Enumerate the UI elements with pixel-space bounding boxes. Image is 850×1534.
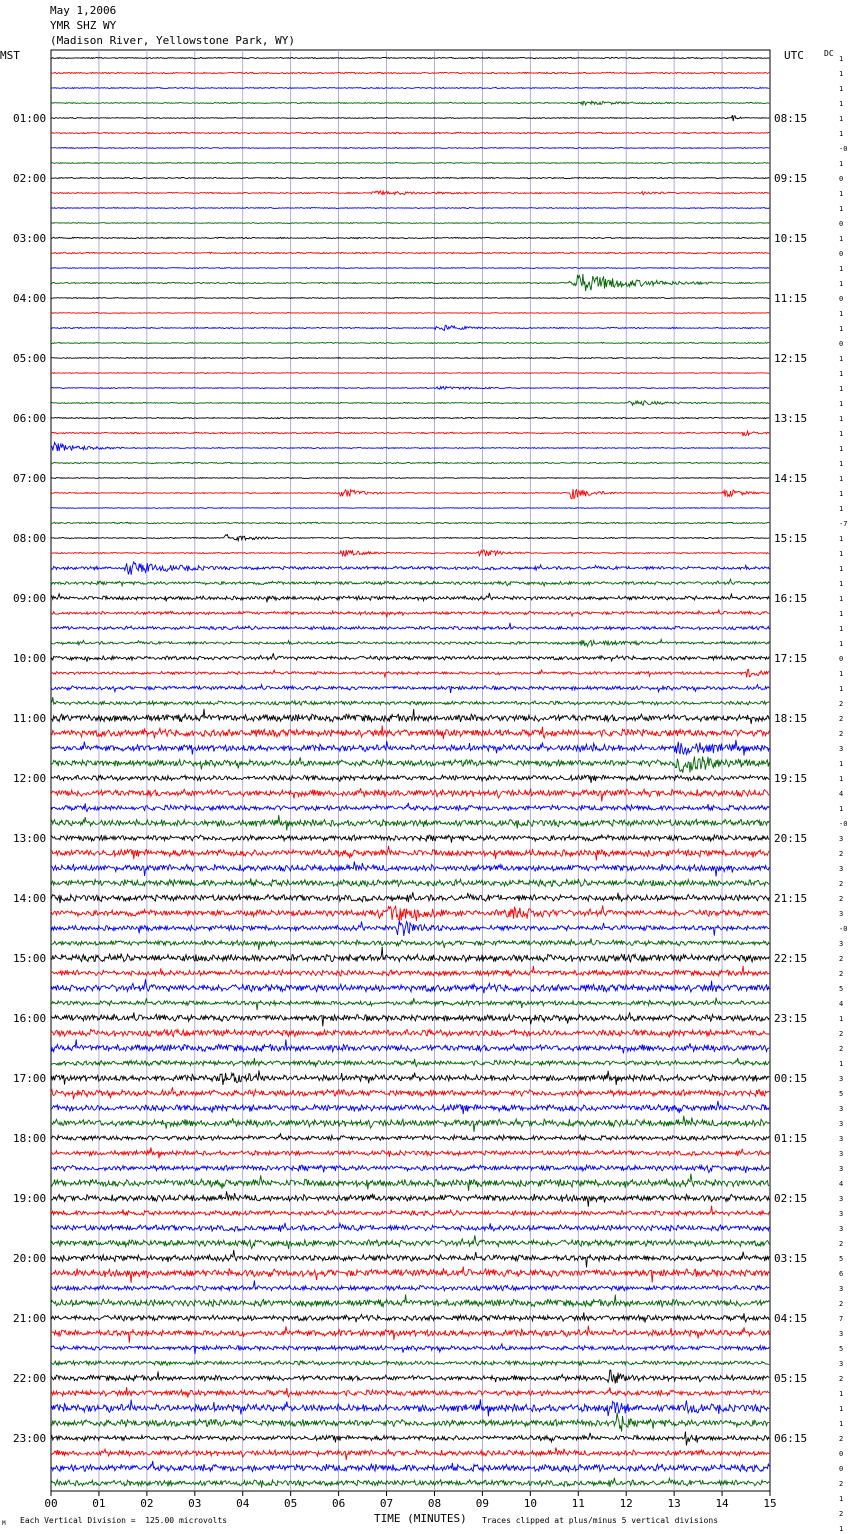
dc-offset-value: 1: [839, 565, 844, 573]
x-tick-label: 05: [284, 1497, 298, 1510]
seismic-trace: [51, 1029, 769, 1037]
dc-offset-value: 1: [839, 325, 844, 333]
seismic-trace: [51, 788, 769, 801]
mst-hour-label: 02:00: [13, 172, 47, 185]
seismic-trace: [51, 72, 769, 74]
seismic-trace: [51, 1344, 769, 1354]
utc-hour-label: 14:15: [774, 472, 808, 485]
dc-offset-value: 2: [839, 880, 844, 888]
seismic-trace: [51, 342, 769, 343]
mst-hour-label: 08:00: [13, 532, 47, 545]
dc-offset-value: 1: [839, 505, 844, 513]
seismic-trace: [51, 535, 769, 541]
seismic-trace: [51, 1191, 769, 1206]
seismic-trace: [51, 1101, 769, 1114]
dc-offset-value: 1: [839, 160, 844, 168]
dc-offset-value: 1: [839, 580, 844, 588]
seismic-trace: [51, 550, 769, 556]
dc-offset-value: 1: [839, 310, 844, 318]
dc-offset-value: 2: [839, 1375, 844, 1383]
seismic-trace: [51, 1399, 769, 1416]
seismic-trace: [51, 1370, 769, 1383]
dc-offset-value: 2: [839, 1435, 844, 1443]
seismic-trace: [51, 979, 769, 993]
dc-label: DC: [824, 49, 834, 58]
seismic-trace: [51, 653, 769, 662]
x-axis-label: TIME (MINUTES): [374, 1512, 467, 1525]
seismic-trace: [51, 1447, 769, 1460]
dc-offset-value: 0: [839, 1465, 844, 1473]
dc-offset-value: 5: [839, 1255, 844, 1263]
utc-hour-label: 05:15: [774, 1372, 808, 1385]
mst-hour-label: 19:00: [13, 1192, 47, 1205]
seismic-trace: [51, 878, 769, 886]
clip-note: Traces clipped at plus/minus 5 vertical divisions: [482, 1516, 719, 1525]
dc-offset-value: 0: [839, 250, 844, 258]
dc-offset-value: 5: [839, 1345, 844, 1353]
seismic-trace: [51, 803, 769, 812]
mst-hour-label: 04:00: [13, 292, 47, 305]
seismic-trace: [51, 579, 769, 586]
x-tick-label: 13: [667, 1497, 681, 1510]
dc-offset-value: 1: [839, 190, 844, 198]
seismic-trace: [51, 726, 769, 740]
seismic-trace: [51, 223, 769, 224]
seismic-trace: [51, 775, 769, 783]
dc-offset-value: 2: [839, 715, 844, 723]
dc-offset-value: -0: [839, 145, 848, 153]
dc-offset-value: 1: [839, 595, 844, 603]
utc-hour-label: 03:15: [774, 1252, 808, 1265]
dc-offset-value: 2: [839, 1030, 844, 1038]
dc-offset-value: 2: [839, 970, 844, 978]
seismic-trace: [51, 1012, 769, 1026]
seismic-trace: [51, 417, 769, 418]
dc-offset-value: 1: [839, 1405, 844, 1413]
dc-offset-value: 1: [839, 670, 844, 678]
x-tick-label: 11: [571, 1497, 585, 1510]
seismic-trace: [51, 177, 769, 178]
utc-hour-label: 10:15: [774, 232, 808, 245]
corner-mark: M: [2, 1520, 6, 1527]
seismic-trace: [51, 357, 769, 358]
utc-hour-label: 16:15: [774, 592, 808, 605]
dc-offset-value: 1: [839, 760, 844, 768]
dc-offset-value: 1: [839, 1390, 844, 1398]
seismic-trace: [51, 163, 769, 164]
dc-offset-value: 1: [839, 1495, 844, 1503]
dc-offset-value: 3: [839, 910, 844, 918]
seismic-trace: [51, 325, 769, 330]
mst-hour-label: 15:00: [13, 952, 47, 965]
dc-offset-value: 1: [839, 415, 844, 423]
seismic-trace: [51, 478, 769, 479]
seismic-trace: [51, 685, 769, 693]
seismic-trace: [51, 1223, 769, 1232]
dc-offset-value: 3: [839, 940, 844, 948]
utc-hour-label: 22:15: [774, 952, 808, 965]
utc-hour-label: 00:15: [774, 1072, 808, 1085]
mst-hour-label: 23:00: [13, 1432, 47, 1445]
dc-offset-value: 3: [839, 865, 844, 873]
dc-offset-value: 1: [839, 775, 844, 783]
dc-offset-value: 3: [839, 1075, 844, 1083]
mst-hour-label: 16:00: [13, 1012, 47, 1025]
dc-offset-value: 1: [839, 805, 844, 813]
seismic-trace: [51, 1039, 769, 1053]
seismic-trace: [51, 1267, 769, 1283]
mst-hour-label: 22:00: [13, 1372, 47, 1385]
dc-offset-value: 1: [839, 115, 844, 123]
seismic-trace: [51, 593, 769, 602]
seismic-trace: [51, 101, 769, 105]
seismic-trace: [51, 966, 769, 976]
seismic-trace: [51, 489, 769, 499]
utc-hour-label: 17:15: [774, 652, 808, 665]
dc-offset-value: 3: [839, 1330, 844, 1338]
seismic-trace: [51, 431, 769, 436]
mst-hour-label: 03:00: [13, 232, 47, 245]
dc-offset-value: 3: [839, 1360, 844, 1368]
utc-hour-label: 02:15: [774, 1192, 808, 1205]
mst-hour-label: 09:00: [13, 592, 47, 605]
utc-hour-label: 01:15: [774, 1132, 808, 1145]
dc-offset-value: 1: [839, 400, 844, 408]
seismic-trace: [51, 274, 769, 291]
dc-offset-value: 1: [839, 1060, 844, 1068]
dc-offset-value: 0: [839, 340, 844, 348]
seismic-trace: [51, 921, 769, 936]
dc-offset-value: 1: [839, 475, 844, 483]
seismic-trace: [51, 1174, 769, 1191]
mst-hour-label: 21:00: [13, 1312, 47, 1325]
utc-hour-label: 13:15: [774, 412, 808, 425]
seismic-trace: [51, 947, 769, 962]
x-tick-label: 07: [379, 1497, 394, 1510]
mst-hour-label: 13:00: [13, 832, 47, 845]
dc-offset-value: 2: [839, 1045, 844, 1053]
dc-offset-value: 0: [839, 1450, 844, 1458]
dc-offset-value: 1: [839, 355, 844, 363]
dc-offset-value: 1: [839, 100, 844, 108]
seismic-trace: [51, 1058, 769, 1067]
dc-offset-value: 3: [839, 1165, 844, 1173]
seismic-trace: [51, 386, 769, 389]
dc-offset-value: 3: [839, 1285, 844, 1293]
dc-offset-value: 3: [839, 1195, 844, 1203]
seismic-trace: [51, 697, 769, 705]
seismic-trace: [51, 373, 769, 374]
dc-offset-value: 3: [839, 1135, 844, 1143]
seismic-trace: [51, 1413, 769, 1432]
dc-offset-value: 2: [839, 850, 844, 858]
dc-offset-value: 1: [839, 235, 844, 243]
dc-offset-value: 3: [839, 1120, 844, 1128]
seismic-trace: [51, 906, 769, 922]
utc-hour-label: 06:15: [774, 1432, 808, 1445]
dc-offset-value: 1: [839, 610, 844, 618]
utc-hour-label: 04:15: [774, 1312, 808, 1325]
seismic-trace: [51, 623, 769, 630]
seismic-trace: [51, 1235, 769, 1249]
seismic-trace: [51, 1432, 769, 1446]
dc-offset-value: 3: [839, 835, 844, 843]
dc-offset-value: 3: [839, 745, 844, 753]
seismic-trace: [51, 998, 769, 1010]
dc-offset-value: 1: [839, 535, 844, 543]
dc-offset-value: 1: [839, 685, 844, 693]
seismic-trace: [51, 208, 769, 209]
seismic-trace: [51, 1133, 769, 1140]
seismic-trace: [51, 1361, 769, 1366]
x-tick-label: 14: [715, 1497, 729, 1510]
dc-offset-value: 3: [839, 1150, 844, 1158]
dc-offset-value: 1: [839, 550, 844, 558]
dc-offset-value: 2: [839, 1240, 844, 1248]
dc-offset-value: 4: [839, 790, 844, 798]
dc-offset-value: 2: [839, 1480, 844, 1488]
seismic-trace: [51, 1280, 769, 1290]
x-tick-label: 12: [619, 1497, 633, 1510]
x-tick-label: 06: [331, 1497, 346, 1510]
dc-offset-value: 1: [839, 85, 844, 93]
dc-offset-value: 2: [839, 700, 844, 708]
seismic-trace: [51, 815, 769, 830]
seismic-trace: [51, 938, 769, 950]
seismic-trace: [51, 442, 769, 451]
dc-offset-value: 2: [839, 730, 844, 738]
seismic-trace: [51, 191, 769, 195]
x-tick-label: 02: [140, 1497, 154, 1510]
seismic-trace: [51, 862, 769, 877]
mst-hour-label: 14:00: [13, 892, 47, 905]
dc-offset-value: 5: [839, 1090, 844, 1098]
utc-hour-label: 11:15: [774, 292, 808, 305]
station-code: YMR SHZ WY: [50, 19, 117, 32]
dc-offset-value: 1: [839, 445, 844, 453]
scale-note: Each Vertical Division = 125.00 microvolts: [20, 1516, 228, 1525]
dc-offset-value: 1: [839, 625, 844, 633]
mst-hour-label: 01:00: [13, 112, 47, 125]
seismic-trace: [51, 740, 769, 756]
seismic-trace: [51, 835, 769, 843]
utc-hour-label: 12:15: [774, 352, 808, 365]
dc-offset-value: 1: [839, 1525, 844, 1533]
dc-offset-value: 2: [839, 955, 844, 963]
seismic-trace: [51, 669, 769, 677]
utc-hour-label: 08:15: [774, 112, 808, 125]
seismic-trace: [51, 892, 769, 903]
right-zone-label: UTC: [784, 49, 804, 62]
dc-offset-value: 4: [839, 1180, 844, 1188]
dc-offset-value: 2: [839, 1300, 844, 1308]
seismic-trace: [51, 1326, 769, 1343]
x-tick-label: 01: [92, 1497, 106, 1510]
x-tick-label: 09: [475, 1497, 490, 1510]
mst-hour-label: 06:00: [13, 412, 47, 425]
seismic-trace: [51, 252, 769, 254]
utc-hour-label: 19:15: [774, 772, 808, 785]
dc-offset-value: 3: [839, 1225, 844, 1233]
dc-offset-value: 1: [839, 385, 844, 393]
seismic-trace: [51, 508, 769, 509]
seismic-trace: [51, 87, 769, 88]
dc-offset-value: -0: [839, 820, 848, 828]
seismic-trace: [51, 1387, 769, 1398]
plot-date: May 1,2006: [50, 4, 117, 17]
x-tick-label: 00: [44, 1497, 58, 1510]
station-location: (Madison River, Yellowstone Park, WY): [50, 34, 296, 47]
dc-offset-value: 1: [839, 430, 844, 438]
dc-offset-value: 0: [839, 175, 844, 183]
dc-offset-value: 1: [839, 460, 844, 468]
utc-hour-label: 20:15: [774, 832, 808, 845]
dc-offset-value: 6: [839, 1270, 844, 1278]
utc-hour-label: 18:15: [774, 712, 808, 725]
dc-offset-value: 1: [839, 130, 844, 138]
mst-hour-label: 18:00: [13, 1132, 47, 1145]
dc-offset-value: 1: [839, 490, 844, 498]
seismic-trace: [51, 562, 769, 575]
dc-offset-value: 5: [839, 985, 844, 993]
mst-hour-label: 11:00: [13, 712, 47, 725]
dc-offset-value: 1: [839, 265, 844, 273]
dc-offset-value: -7: [839, 520, 848, 528]
dc-offset-value: 1: [839, 640, 844, 648]
utc-hour-label: 23:15: [774, 1012, 808, 1025]
seismic-trace: [51, 115, 769, 121]
seismic-trace: [51, 1312, 769, 1322]
seismic-trace: [51, 147, 769, 148]
seismic-trace: [51, 639, 769, 646]
seismic-trace: [51, 268, 769, 269]
left-zone-label: MST: [0, 49, 20, 62]
seismic-trace: [51, 57, 769, 58]
dc-offset-value: 4: [839, 1000, 844, 1008]
seismic-trace: [51, 1147, 769, 1158]
utc-hour-label: 09:15: [774, 172, 808, 185]
seismic-trace: [51, 1116, 769, 1132]
dc-offset-value: 2: [839, 1510, 844, 1518]
mst-hour-label: 10:00: [13, 652, 47, 665]
mst-hour-label: 05:00: [13, 352, 47, 365]
seismic-trace: [51, 1070, 769, 1085]
seismic-trace: [51, 462, 769, 463]
dc-offset-value: 1: [839, 55, 844, 63]
dc-offset-value: 3: [839, 1210, 844, 1218]
dc-offset-value: 1: [839, 1015, 844, 1023]
seismic-trace: [51, 756, 769, 772]
utc-hour-label: 15:15: [774, 532, 808, 545]
utc-hour-label: 21:15: [774, 892, 808, 905]
dc-offset-value: 0: [839, 655, 844, 663]
dc-offset-value: 2: [839, 895, 844, 903]
x-tick-label: 08: [427, 1497, 442, 1510]
seismic-trace: [51, 1478, 769, 1488]
seismic-trace: [51, 1250, 769, 1267]
seismic-trace: [51, 313, 769, 314]
seismic-trace: [51, 846, 769, 861]
seismic-trace: [51, 1294, 769, 1306]
dc-offset-value: 1: [839, 70, 844, 78]
mst-hour-label: 07:00: [13, 472, 47, 485]
seismic-trace: [51, 132, 769, 134]
seismic-trace: [51, 401, 769, 406]
seismic-trace: [51, 1206, 769, 1216]
x-tick-label: 03: [188, 1497, 202, 1510]
mst-hour-label: 17:00: [13, 1072, 47, 1085]
mst-hour-label: 20:00: [13, 1252, 47, 1265]
seismic-trace: [51, 1461, 769, 1472]
dc-offset-value: 7: [839, 1315, 844, 1323]
seismic-trace: [51, 610, 769, 617]
seismic-trace: [51, 1165, 769, 1173]
dc-offset-value: 1: [839, 370, 844, 378]
seismic-trace: [51, 1087, 769, 1099]
x-tick-label: 15: [763, 1497, 777, 1510]
x-tick-label: 10: [523, 1497, 537, 1510]
dc-offset-value: 1: [839, 280, 844, 288]
mst-hour-label: 12:00: [13, 772, 47, 785]
seismic-trace: [51, 709, 769, 724]
dc-offset-value: 3: [839, 1105, 844, 1113]
dc-offset-value: 0: [839, 220, 844, 228]
x-tick-label: 04: [236, 1497, 250, 1510]
dc-offset-value: 1: [839, 205, 844, 213]
seismic-trace: [51, 237, 769, 238]
dc-offset-value: 1: [839, 1420, 844, 1428]
seismic-trace: [51, 298, 769, 299]
dc-offset-value: -0: [839, 925, 848, 933]
seismic-trace: [51, 522, 769, 524]
dc-offset-value: 0: [839, 295, 844, 303]
